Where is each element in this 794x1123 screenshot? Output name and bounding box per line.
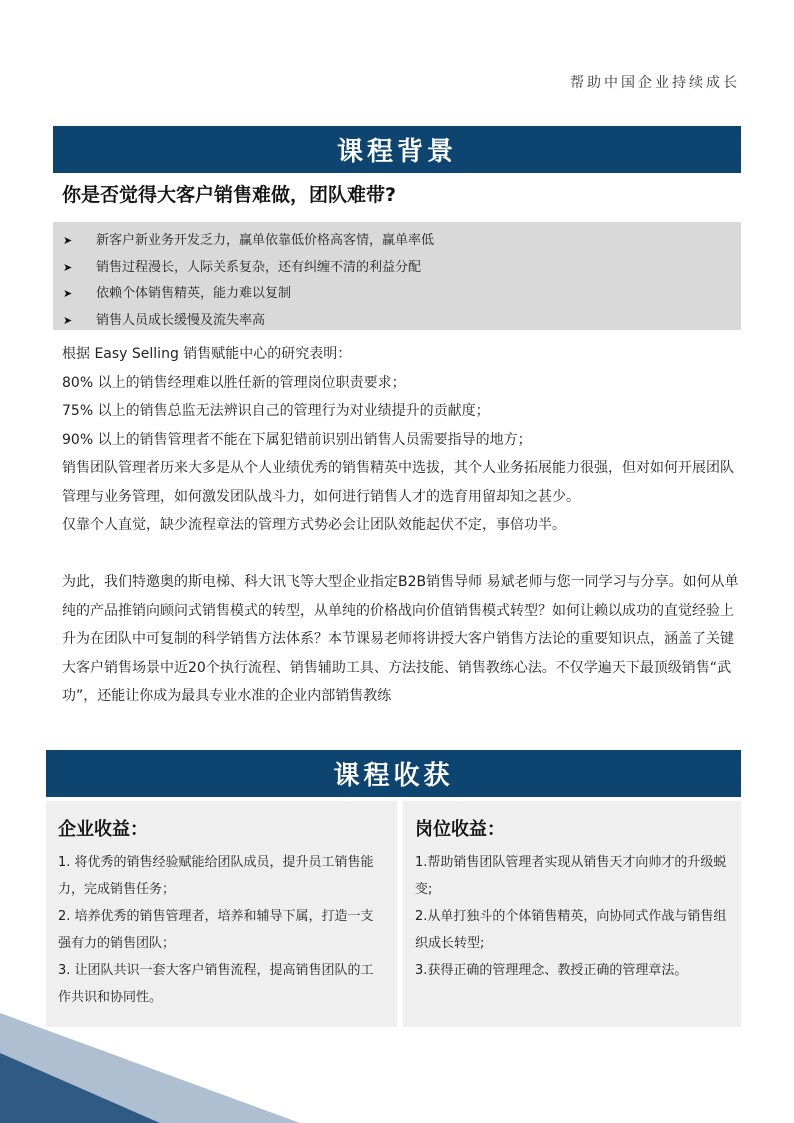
pain-point-item xyxy=(53,228,741,255)
manager-paragraph: 销售团队管理者历来大多是从个人业绩优秀的销售精英中选拔，其个人业务拓展能力很强，但对如何开展团队管理与业务管理，如何激发团队战斗力，如何进行销售人才的选育用留却知之甚少。 xyxy=(62,460,734,505)
stat-line-75: 75% 以上的销售总监无法辨识自己的管理行为对业绩提升的贡献度； xyxy=(62,403,490,419)
instructor-paragraph: 为此，我们特邀奥的斯电梯、科大讯飞等大型企业指定B2B销售导师 易斌老师与您一同学习与分享。如何从单纯的产品推销向顾问式销售模式的转型，从单纯的价格战向价值销售模式转型？如何让赖以成功的直觉经验上升为在团队中可复制的科学销售方法体系？本节课易老师将讲授大客户销售方法论的重要知识点，涵盖了关键大客户销售场景中近20个执行流程、销售辅助工具、方法技能、销售教练心法。不仅学遍天下最顶级销售“武功”，还能让你成为最具专业水准的企业内部销售教练 xyxy=(62,574,739,704)
pain-point-item xyxy=(53,308,741,335)
background-body-text xyxy=(62,340,742,750)
enterprise-benefits-panel xyxy=(46,801,397,1027)
pain-point-text: 依赖个体销售精英，能力难以复制 xyxy=(96,286,292,301)
enterprise-benefit-item: 2. 培养优秀的销售管理者，培养和辅导下属，打造一支强有力的销售团队； xyxy=(58,909,374,951)
arrow-bullet-icon: ➤ xyxy=(63,313,73,327)
pain-points-list xyxy=(53,222,741,334)
pain-point-item xyxy=(53,281,741,308)
pain-point-item xyxy=(53,255,741,282)
paragraph-spacer xyxy=(62,540,742,569)
position-benefits-panel xyxy=(403,801,741,1027)
course-background-banner: 课程背景 xyxy=(53,126,741,173)
pain-point-text: 销售人员成长缓慢及流失率高 xyxy=(96,312,266,328)
enterprise-benefit-item: 1. 将优秀的销售经验赋能给团队成员，提升员工销售能力，完成销售任务； xyxy=(58,855,374,897)
pain-point-text: 新客户新业务开发乏力，赢单依靠低价格高客情，赢单率低 xyxy=(96,233,435,248)
position-benefits-title: 岗位收益： xyxy=(415,819,505,840)
arrow-bullet-icon: ➤ xyxy=(63,260,73,274)
corner-decoration-dark xyxy=(0,1053,160,1123)
stat-line-90: 90% 以上的销售管理者不能在下属犯错前识别出销售人员需要指导的地方； xyxy=(62,431,532,448)
position-benefit-item: 3.获得正确的管理理念、教授正确的管理章法。 xyxy=(415,963,688,978)
header-tagline: 帮助中国企业持续成长 xyxy=(570,75,740,91)
question-heading: 你是否觉得大客户销售难做，团队难带? xyxy=(62,184,397,206)
pain-point-text: 销售过程漫长，人际关系复杂，还有纠缠不清的利益分配 xyxy=(96,259,422,275)
position-benefit-item: 1.帮助销售团队管理者实现从销售天才向帅才的升级蜕变; xyxy=(415,855,727,897)
position-benefit-item: 2.从单打独斗的个体销售精英，向协同式作战与销售组织成长转型; xyxy=(415,909,727,951)
enterprise-benefit-item: 3. 让团队共识一套大客户销售流程，提高销售团队的工作共识和协同性。 xyxy=(58,963,374,1005)
intuition-paragraph: 仅靠个人直觉，缺少流程章法的管理方式势必会让团队效能起伏不定，事倍功半。 xyxy=(62,517,566,533)
pain-points-box xyxy=(53,222,741,330)
arrow-bullet-icon: ➤ xyxy=(63,234,73,247)
enterprise-benefits-title: 企业收益： xyxy=(58,819,148,840)
course-benefits-banner: 课程收获 xyxy=(46,750,741,797)
stat-line-80: 80% 以上的销售经理难以胜任新的管理岗位职责要求； xyxy=(62,374,406,391)
research-intro: 根据 Easy Selling 销售赋能中心的研究表明： xyxy=(62,346,352,362)
arrow-bullet-icon: ➤ xyxy=(63,287,73,300)
